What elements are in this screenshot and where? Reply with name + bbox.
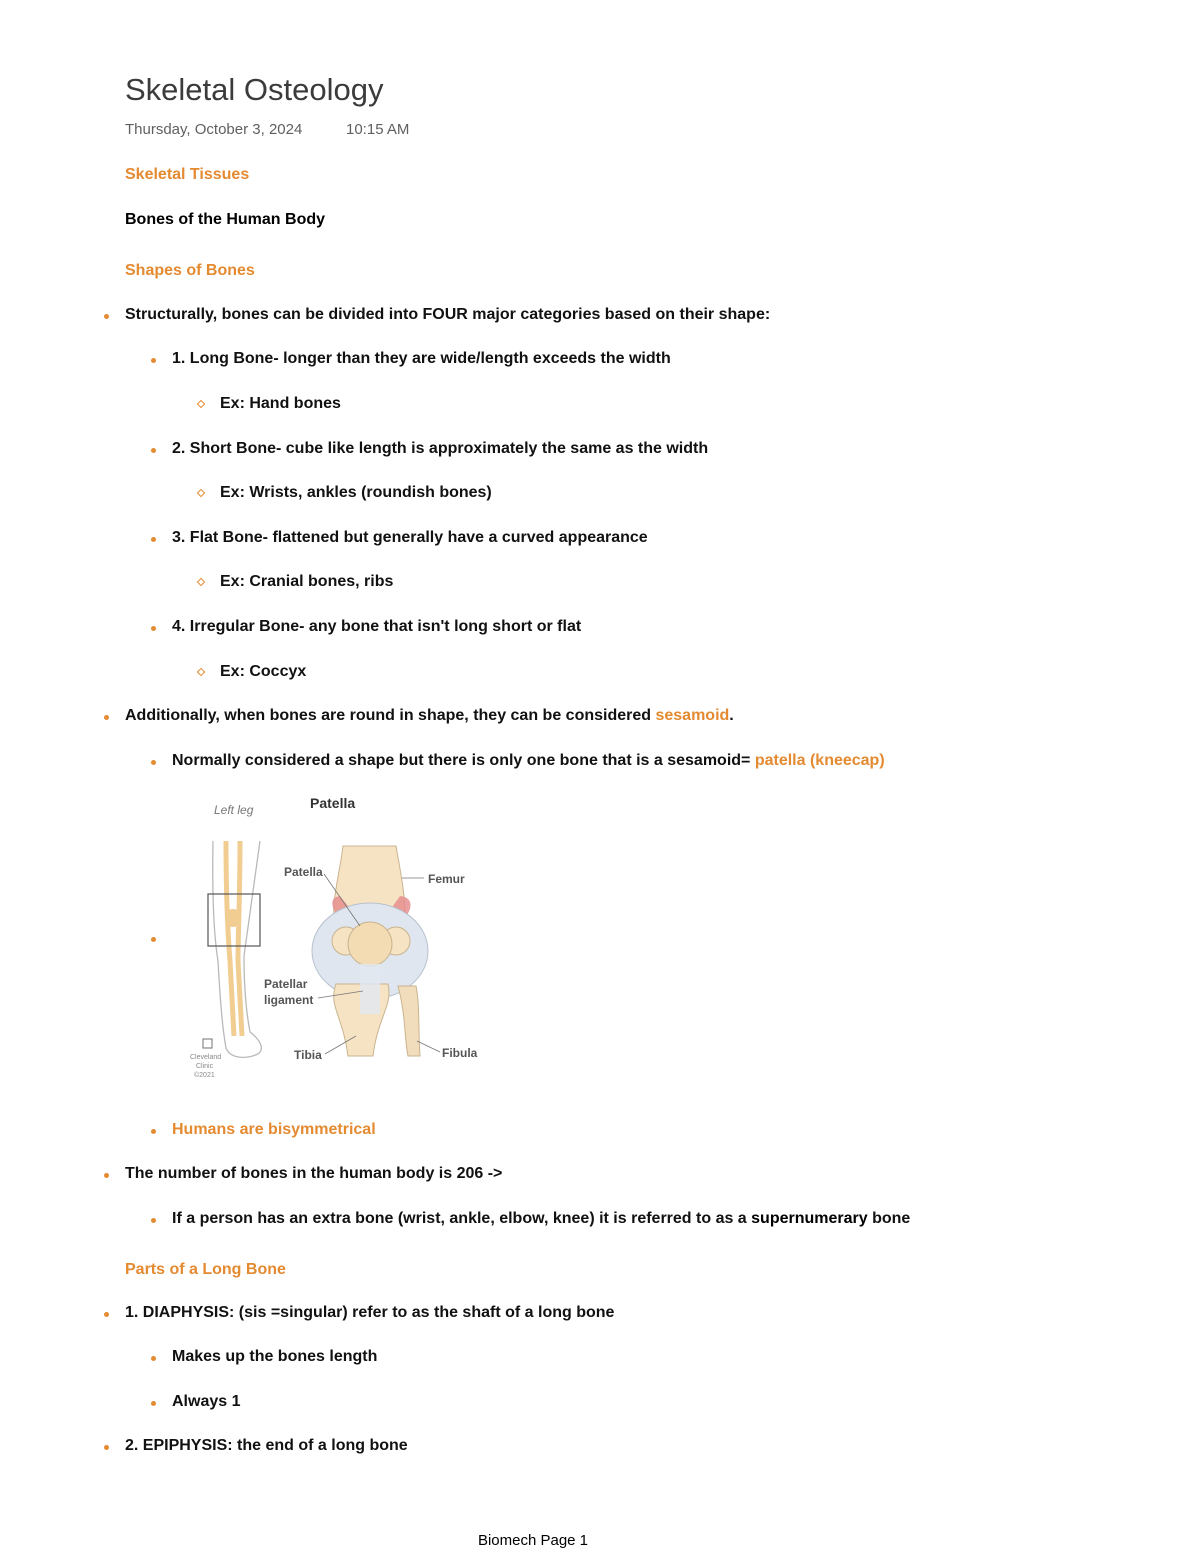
sesamoid-line <box>125 707 734 725</box>
fibula-shape <box>398 986 420 1056</box>
diamond-bullet-icon <box>197 668 205 676</box>
shapes-intro: Structurally, bones can be divided into FOUR major categories based on their shape: <box>125 306 771 323</box>
supernumerary-text: If a person has an extra bone (wrist, ankle, elbow, knee) it is referred to as a <box>172 1210 752 1227</box>
shape-long: 1. Long Bone- longer than they are wide/length exceeds the width <box>172 350 671 367</box>
bone-count: The number of bones in the human body is 206 -> <box>125 1165 503 1182</box>
patella-illustration <box>188 786 488 1082</box>
bullet-icon <box>151 1401 156 1406</box>
fig-label-ligament: ligament <box>264 993 314 1007</box>
clinic-line-3: ©2021 <box>194 1072 215 1079</box>
bullet-icon <box>151 937 156 942</box>
page-date: Thursday, October 3, 2024 <box>125 121 303 138</box>
bullet-icon <box>151 448 156 453</box>
fig-title: Patella <box>310 795 356 811</box>
diamond-bullet-icon <box>197 489 205 497</box>
shape-short: 2. Short Bone- cube like length is approximately the same as the width <box>172 440 709 457</box>
supernumerary-end: bone <box>867 1210 911 1227</box>
patella-highlight: patella (kneecap) <box>754 752 885 769</box>
shape-long-example: Ex: Hand bones <box>220 395 341 412</box>
bullet-icon <box>104 715 109 720</box>
diamond-bullet-icon <box>197 578 205 586</box>
heading-parts-long-bone: Parts of a Long Bone <box>125 1261 286 1278</box>
sesamoid-note-text: Normally considered a shape but there is only one bone that is a sesamoid= <box>172 752 755 769</box>
bullet-icon <box>151 358 156 363</box>
shape-irregular-example: Ex: Coccyx <box>220 663 307 680</box>
clinic-line-1: Cleveland <box>190 1054 222 1061</box>
patellar-ligament-shape <box>360 964 380 1014</box>
patella-bone <box>348 922 392 966</box>
page-footer: Biomech Page 1 <box>477 1532 589 1549</box>
epiphysis: 2. EPIPHYSIS: the end of a long bone <box>125 1437 408 1454</box>
bullet-icon <box>151 1356 156 1361</box>
bullet-icon <box>151 537 156 542</box>
sesamoid-highlight: sesamoid <box>655 707 730 724</box>
sesamoid-note <box>172 752 885 770</box>
heading-skeletal-tissues: Skeletal Tissues <box>125 166 250 183</box>
leg-kneecap <box>225 909 241 927</box>
page-time: 10:15 AM <box>346 121 410 138</box>
bullet-icon <box>151 626 156 631</box>
bullet-icon <box>104 314 109 319</box>
clinic-line-2: Clinic <box>196 1063 214 1070</box>
sesamoid-text: Additionally, when bones are round in shape, they can be considered <box>125 707 656 724</box>
bullet-icon <box>151 1129 156 1134</box>
diaphysis: 1. DIAPHYSIS: (sis =singular) refer to as the shaft of a long bone <box>125 1304 615 1321</box>
sesamoid-period: . <box>729 707 734 724</box>
heading-shapes-of-bones: Shapes of Bones <box>125 262 255 279</box>
fig-label-femur: Femur <box>428 872 465 886</box>
heading-bones-of-body: Bones of the Human Body <box>125 211 326 228</box>
shape-flat-example: Ex: Cranial bones, ribs <box>220 573 394 590</box>
shape-short-example: Ex: Wrists, ankles (roundish bones) <box>220 484 492 501</box>
fig-label-left-leg: Left leg <box>214 803 254 817</box>
diaphysis-always: Always 1 <box>172 1393 241 1410</box>
diamond-bullet-icon <box>197 400 205 408</box>
shape-irregular: 4. Irregular Bone- any bone that isn't long short or flat <box>172 618 582 635</box>
bullet-icon <box>104 1173 109 1178</box>
shape-flat: 3. Flat Bone- flattened but generally have a curved appearance <box>172 529 648 546</box>
fig-label-patellar: Patellar <box>264 977 308 991</box>
bullet-icon <box>151 760 156 765</box>
bullet-icon <box>151 1218 156 1223</box>
leg-bone-left <box>226 841 234 1036</box>
fig-label-fibula: Fibula <box>442 1046 478 1060</box>
bullet-icon <box>104 1445 109 1450</box>
clinic-logo-icon <box>203 1039 212 1048</box>
bullet-icon <box>104 1312 109 1317</box>
supernumerary-term: supernumerary <box>751 1210 868 1227</box>
supernumerary-note <box>172 1210 910 1228</box>
page-title: Skeletal Osteology <box>125 72 384 107</box>
diaphysis-length: Makes up the bones length <box>172 1348 378 1365</box>
fig-label-patella: Patella <box>284 865 323 879</box>
leader-line <box>417 1041 440 1052</box>
leg-bone-right <box>238 841 242 1036</box>
fig-label-tibia: Tibia <box>294 1048 322 1062</box>
bisymmetrical-note: Humans are bisymmetrical <box>172 1121 376 1138</box>
